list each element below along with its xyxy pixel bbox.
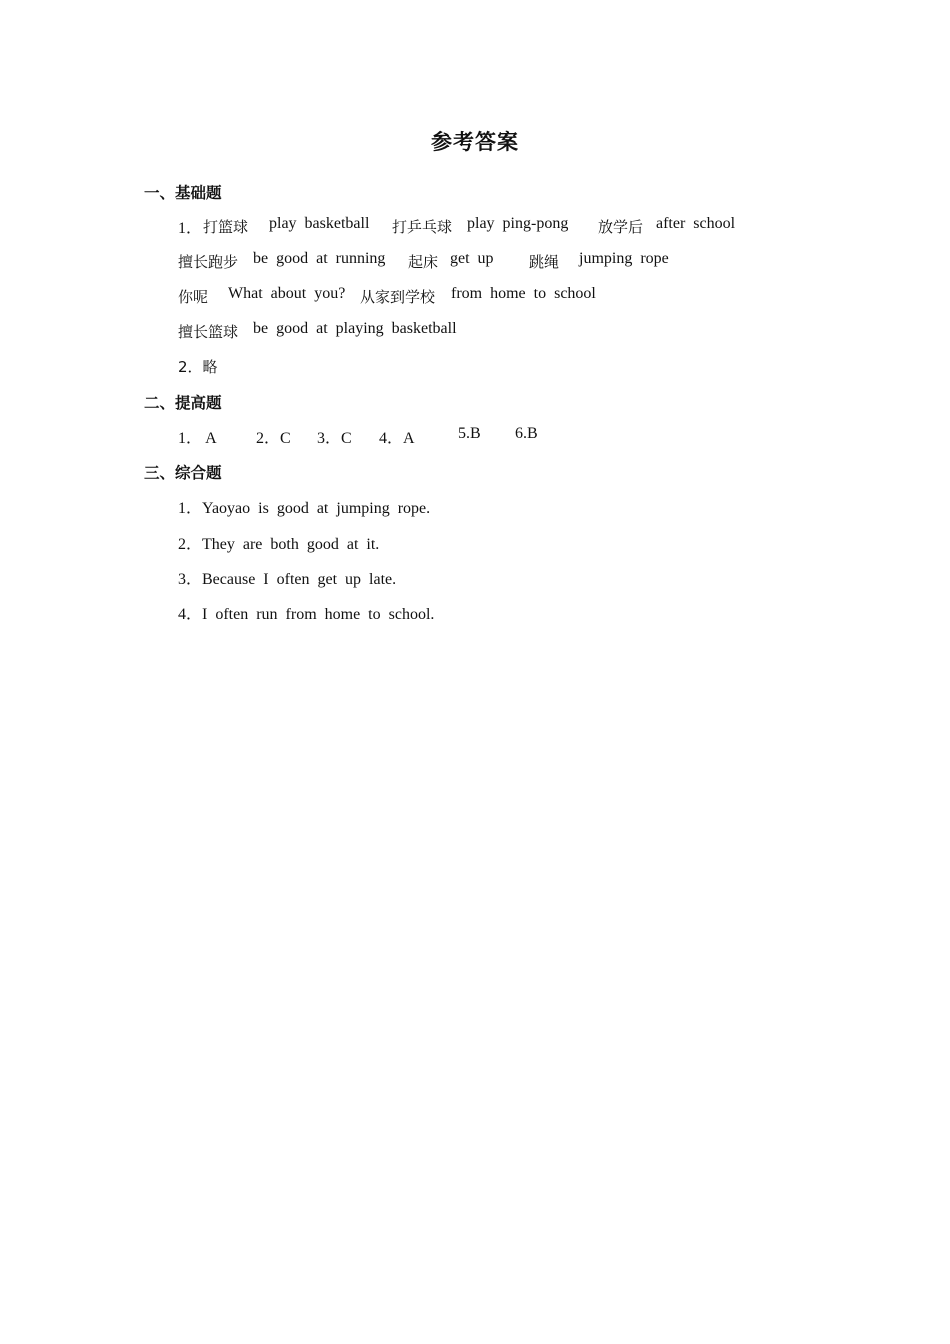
vocab-zh: 擅长篮球	[178, 323, 239, 341]
sentence-answer: 1．Yaoyao is good at jumping rope.	[178, 500, 431, 517]
sentence-answer: 3．Because I often get up late.	[178, 571, 397, 588]
vocab-row-4	[178, 320, 778, 342]
vocab-zh: 打乒乓球	[392, 218, 453, 236]
vocab-zh: 从家到学校	[360, 288, 436, 306]
vocab-row-1	[178, 215, 778, 237]
section-heading-comprehensive: 三、综合题	[144, 464, 222, 482]
choice-answer: 3．C	[317, 430, 352, 447]
vocab-en: after school	[656, 215, 736, 232]
question-number: 1．	[178, 220, 203, 237]
sentence-answer: 4．I often run from home to school.	[178, 606, 435, 623]
vocab-en: be good at running	[253, 250, 386, 267]
sentence-answer: 2．They are both good at it.	[178, 536, 380, 553]
vocab-zh: 你呢	[178, 288, 209, 306]
vocab-zh: 放学后	[598, 218, 644, 236]
choice-answer: 6.B	[515, 425, 538, 442]
choice-answer: 1． A	[178, 430, 217, 447]
vocab-en: be good at playing basketball	[253, 320, 457, 337]
choice-answer: 5.B	[458, 425, 481, 442]
vocab-row-2	[178, 250, 778, 272]
vocab-en: jumping rope	[579, 250, 669, 267]
page-title: 参考答案	[431, 130, 519, 154]
vocab-zh: 打篮球	[203, 218, 249, 236]
section-heading-basic: 一、基础题	[144, 184, 222, 202]
question-2-answer: 2．略	[178, 358, 218, 376]
vocab-en: play basketball	[269, 215, 370, 232]
choice-answer: 4．A	[379, 430, 415, 447]
vocab-zh: 起床	[408, 253, 439, 271]
vocab-zh: 跳绳	[529, 253, 560, 271]
vocab-en: What about you?	[228, 285, 346, 302]
vocab-en: from home to school	[451, 285, 596, 302]
vocab-row-3	[178, 285, 778, 307]
choice-answers-row	[178, 425, 578, 447]
section-heading-advanced: 二、提高题	[144, 394, 222, 412]
vocab-en: play ping-pong	[467, 215, 569, 232]
choice-answer: 2．C	[256, 430, 291, 447]
vocab-en: get up	[450, 250, 494, 267]
vocab-zh: 擅长跑步	[178, 253, 239, 271]
